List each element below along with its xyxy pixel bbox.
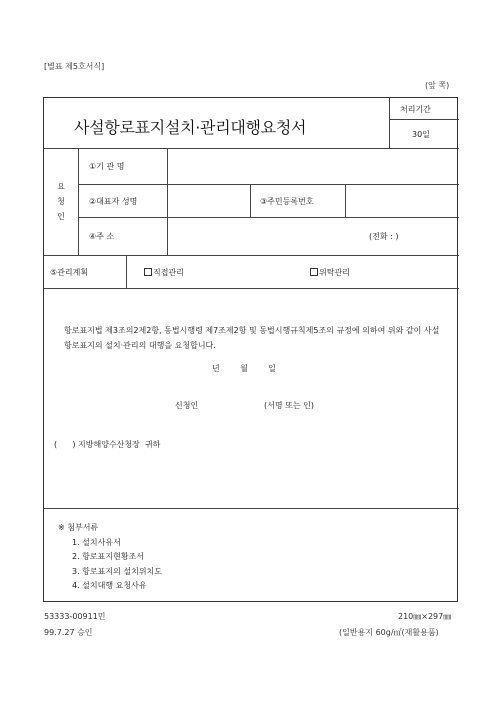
- processing-period-label: 처리기간: [400, 105, 431, 114]
- direct-management-label: 직접관리: [153, 268, 184, 277]
- date-line: 년 월 일: [212, 364, 276, 373]
- org-name-field[interactable]: [168, 149, 458, 183]
- consigned-management-option[interactable]: [310, 267, 350, 278]
- divider: [389, 119, 459, 120]
- request-paragraph: 항로표지법 제3조의2제2항, 동법시행령 제7조제2항 및 동법시행규칙제5조의 규정에 의하여 위와 같이 사설항로표지의 설치·관리의 대행을 요청합니다.: [64, 326, 440, 350]
- attachments-title: ※ 첨부서류: [58, 523, 99, 532]
- applicant-line: 신청인: [175, 401, 199, 410]
- divider: [389, 98, 390, 148]
- address-label: ④주 소: [89, 232, 115, 241]
- divider: [44, 508, 459, 509]
- attachment-item: 2. 항로표지현황조서: [72, 552, 144, 561]
- consigned-management-label: 위탁관리: [319, 268, 350, 277]
- signature-label: (서명 또는 인): [264, 401, 314, 410]
- attachment-item: 3. 항로표지의 설치위치도: [72, 567, 162, 576]
- attachment-item: 1. 설치사유서: [72, 538, 121, 547]
- divider: [250, 184, 251, 217]
- management-plan-label: ⑤관리계획: [50, 268, 89, 277]
- applicant-char: 인: [57, 212, 65, 221]
- org-name-label: ①기 관 명: [89, 162, 125, 171]
- divider: [78, 148, 79, 255]
- divider: [126, 255, 127, 288]
- divider: [44, 288, 459, 289]
- form-reference: [별표 제5호서식]: [44, 62, 105, 71]
- resident-number-label: ③주민등록번호: [260, 197, 314, 206]
- divider: [44, 255, 459, 256]
- processing-period-value: 30일: [412, 130, 430, 139]
- checkbox-icon[interactable]: [310, 268, 318, 276]
- checkbox-icon[interactable]: [144, 268, 152, 276]
- rep-name-field[interactable]: [168, 185, 249, 216]
- form-title: 사설항로표지설치·관리대행요청서: [74, 118, 307, 137]
- request-form: [43, 97, 458, 602]
- phone-label: (전화 : ): [369, 232, 399, 241]
- form-code: 53333-00911민: [44, 612, 106, 621]
- direct-management-option[interactable]: [144, 267, 184, 278]
- applicant-char: 청: [57, 197, 65, 206]
- approval-date: 99.7.27 승인: [44, 628, 93, 637]
- resident-number-field[interactable]: [346, 185, 458, 216]
- rep-name-label: ②대표자 성명: [89, 197, 138, 206]
- addressee-line: ( ) 지방해양수산청장 귀하: [54, 440, 161, 449]
- paper-spec: (일반용지 60g/㎡(재활용품): [339, 628, 439, 637]
- applicant-group-label: [56, 179, 66, 224]
- applicant-char: 요: [57, 182, 65, 191]
- page-side-label: (앞 쪽): [425, 81, 450, 90]
- paper-size: 210㎜×297㎜: [398, 612, 452, 621]
- attachment-item: 4. 설치대행 요청사유: [72, 581, 147, 590]
- address-field[interactable]: [168, 218, 368, 254]
